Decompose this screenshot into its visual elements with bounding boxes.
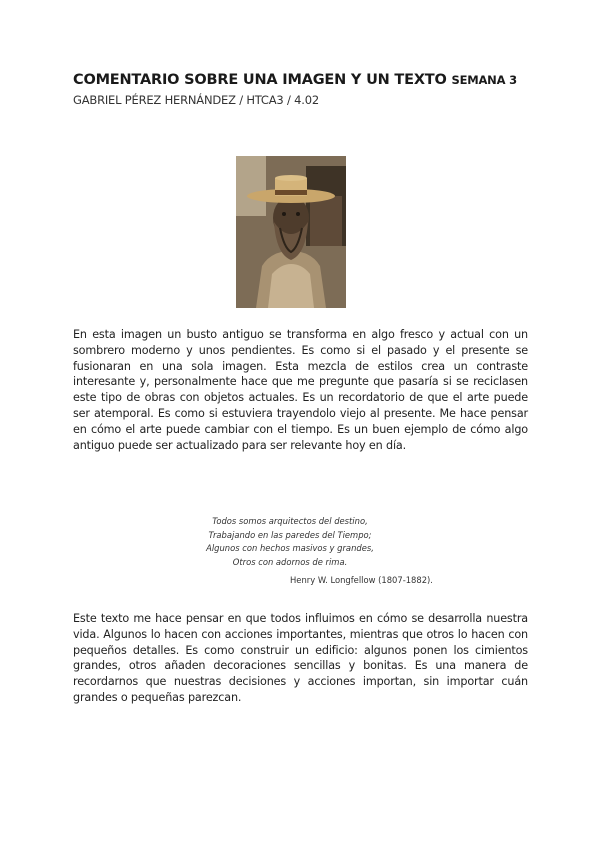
quote-line: Todos somos arquitectos del destino, (212, 516, 368, 526)
quote-line: Otros con adornos de rima. (232, 556, 348, 567)
title-week: SEMANA 3 (451, 73, 517, 87)
bust-photo (236, 156, 346, 308)
document-subtitle: GABRIEL PÉREZ HERNÁNDEZ / HTCA3 / 4.02 (73, 93, 319, 107)
quote-author: Henry W. Longfellow (1807-1882). (290, 575, 433, 585)
title-main: COMENTARIO SOBRE UNA IMAGEN Y UN TEXTO (73, 72, 447, 88)
image-commentary-paragraph: En esta imagen un busto antiguo se transforma en algo fresco y actual con un sombrero moderno y unos pendientes. Es como si el pasado y el presente se fusionaran en una sola imagen. Esta mezcla de estilos crea un contraste interesante y, personalmente hace que me pregunte que pasaría si se reciclasen este tipo de obras con objetos actuales. Es un recordatorio de que el arte puede ser atemporal. Es como si estuviera trayendolo viejo al presente. Me hace pensar en cómo el arte puede cambiar con el tiempo. Es un buen ejemplo de cómo algo antiguo puede ser actualizado para ser relevante hoy en día. (73, 328, 528, 452)
quote-line: Algunos con hechos masivos y grandes, (206, 543, 374, 553)
document-title (73, 72, 533, 88)
quote-line: Trabajando en las paredes del Tiempo; (208, 529, 372, 540)
bust-with-hat-image (236, 156, 346, 308)
quote-poem (195, 515, 385, 569)
text-commentary-paragraph: Este texto me hace pensar en que todos influimos en cómo se desarrolla nuestra vida. Algunos lo hacen con acciones importantes, mientras que otros lo hacen con pequeños detalles. Es como construir un edificio: algunos ponen los cimientos grandes, otros añaden decoraciones sencillas y bonitas. Es una manera de recordarnos que nuestras decisiones y acciones importan, sin importar cuán grandes o pequeñas parezcan. (73, 612, 528, 704)
